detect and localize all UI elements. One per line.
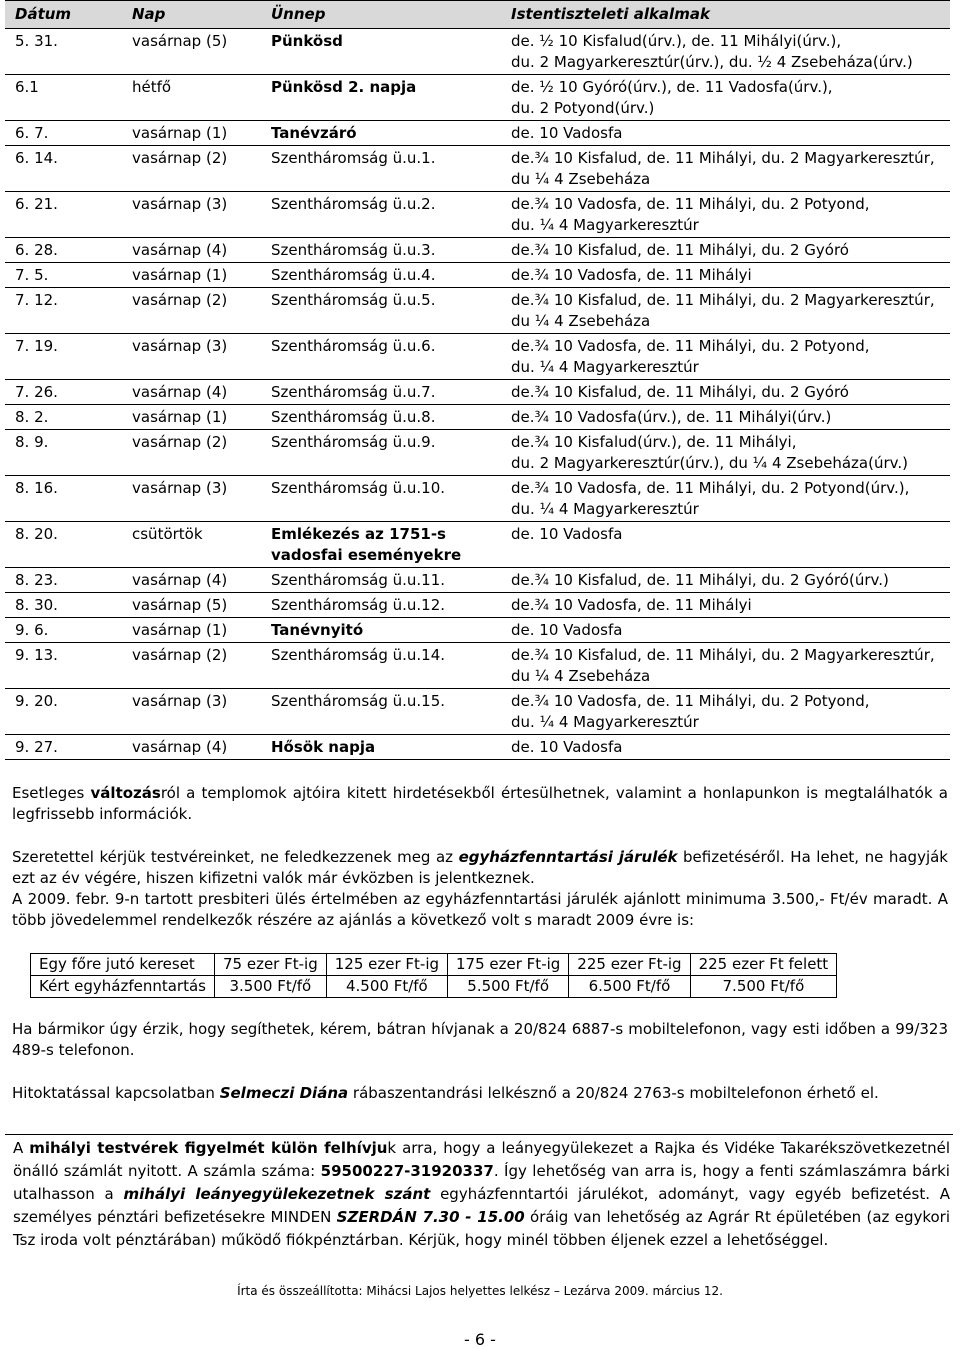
service-line: de.¾ 10 Kisfalud, de. 11 Mihályi, du. 2 Gyóró(úrv.) <box>511 571 889 589</box>
schedule-body <box>5 29 950 760</box>
schedule-date: 6. 28. <box>5 238 122 263</box>
schedule-feast: Szentháromság ü.u.7. <box>261 380 501 405</box>
page-number: - 6 - <box>464 1330 496 1349</box>
schedule-row <box>5 689 950 735</box>
schedule-date: 6. 7. <box>5 121 122 146</box>
schedule-row <box>5 568 950 593</box>
service-line: du. ¼ 4 Magyarkeresztúr <box>511 713 699 731</box>
mihalyi-account-notice <box>5 1134 953 1252</box>
schedule-day: vasárnap (3) <box>122 334 261 380</box>
account-text: A <box>13 1139 30 1157</box>
schedule-date: 9. 13. <box>5 643 122 689</box>
service-line: du. 2 Magyarkeresztúr(úrv.), du. ½ 4 Zsebeháza(úrv.) <box>511 53 913 71</box>
schedule-services <box>501 238 950 263</box>
schedule-services <box>501 643 950 689</box>
footer-author: Írta és összeállította: Mihácsi Lajos helyettes lelkész – Lezárva 2009. március 12. <box>237 1284 723 1298</box>
notice-changes <box>12 783 948 825</box>
schedule-day: vasárnap (1) <box>122 618 261 643</box>
schedule-services <box>501 29 950 75</box>
schedule-services <box>501 476 950 522</box>
schedule-date: 8. 16. <box>5 476 122 522</box>
schedule-day: vasárnap (4) <box>122 735 261 760</box>
notice-contribution-emph: egyházfenntartási járulék <box>458 848 678 866</box>
service-line: de.¾ 10 Vadosfa, de. 11 Mihályi, du. 2 Potyond, <box>511 337 870 355</box>
schedule-date: 6.1 <box>5 75 122 121</box>
schedule-day: vasárnap (3) <box>122 192 261 238</box>
notice-contribution-after: befizetéséről. Ha lehet, ne hagyják ezt az év végére, hiszen kifizetni valók már évközben is jelentkeznek. <box>12 848 948 887</box>
header-date: Dátum <box>5 1 122 29</box>
account-bold-text: mihályi testvérek figyelmét külön felhívju <box>29 1139 388 1157</box>
schedule-services <box>501 334 950 380</box>
schedule-feast: Tanévnyitó <box>261 618 501 643</box>
account-number: 59500227-31920337 <box>320 1162 494 1180</box>
account-text: egyházfenntartói járulékot, adományt, vagy egyéb befizetést. A személyes pénztári befizetésekre MINDEN <box>13 1185 950 1226</box>
schedule-services <box>501 146 950 192</box>
schedule-day: vasárnap (1) <box>122 121 261 146</box>
schedule-date: 7. 19. <box>5 334 122 380</box>
schedule-services <box>501 380 950 405</box>
schedule-day: vasárnap (5) <box>122 593 261 618</box>
schedule-day: vasárnap (5) <box>122 29 261 75</box>
notice-changes-bold: változás <box>90 784 161 802</box>
service-line: de.¾ 10 Vadosfa(úrv.), de. 11 Mihályi(úrv.) <box>511 408 832 426</box>
schedule-row <box>5 288 950 334</box>
service-line: de.¾ 10 Kisfalud, de. 11 Mihályi, du. 2 Gyóró <box>511 383 849 401</box>
schedule-feast: Szentháromság ü.u.10. <box>261 476 501 522</box>
schedule-services <box>501 689 950 735</box>
schedule-day: vasárnap (3) <box>122 689 261 735</box>
schedule-services <box>501 430 950 476</box>
service-line: de. 10 Vadosfa <box>511 738 623 756</box>
schedule-row <box>5 476 950 522</box>
schedule-services <box>501 121 950 146</box>
schedule-feast: Pünkösd <box>261 29 501 75</box>
schedule-feast: Pünkösd 2. napja <box>261 75 501 121</box>
schedule-date: 7. 5. <box>5 263 122 288</box>
schedule-row <box>5 263 950 288</box>
schedule-services <box>501 735 950 760</box>
schedule-feast: Szentháromság ü.u.14. <box>261 643 501 689</box>
schedule-date: 8. 2. <box>5 405 122 430</box>
service-line: du. ¼ 4 Magyarkeresztúr <box>511 500 699 518</box>
notice-contribution <box>12 847 948 931</box>
schedule-day: vasárnap (4) <box>122 380 261 405</box>
contribution-cell: 4.500 Ft/fő <box>326 976 447 998</box>
schedule-row <box>5 380 950 405</box>
contribution-cell: 7.500 Ft/fő <box>690 976 837 998</box>
schedule-row <box>5 29 950 75</box>
service-line: de.¾ 10 Vadosfa, de. 11 Mihályi, du. 2 Potyond, <box>511 692 870 710</box>
schedule-date: 8. 9. <box>5 430 122 476</box>
schedule-day: vasárnap (1) <box>122 405 261 430</box>
schedule-date: 5. 31. <box>5 29 122 75</box>
notice-contact: Ha bármikor úgy érzik, hogy segíthetek, kérem, bátran hívjanak a 20/824 6887-s mobiltelefonon, vagy esti időben a 99/323 489-s telefonon. <box>12 1020 948 1059</box>
schedule-table <box>5 0 950 760</box>
schedule-services <box>501 618 950 643</box>
contribution-cell: 225 ezer Ft felett <box>690 954 837 976</box>
schedule-date: 8. 20. <box>5 522 122 568</box>
header-day: Nap <box>122 1 261 29</box>
service-line: de.¾ 10 Kisfalud, de. 11 Mihályi, du. 2 Magyarkeresztúr, <box>511 291 935 309</box>
header-services: Istentiszteleti alkalmak <box>501 1 950 29</box>
service-line: de.¾ 10 Vadosfa, de. 11 Mihályi <box>511 266 752 284</box>
schedule-row <box>5 430 950 476</box>
contribution-cell: Egy főre jutó kereset <box>31 954 215 976</box>
service-line: de. 10 Vadosfa <box>511 621 623 639</box>
service-line: du. ¼ 4 Magyarkeresztúr <box>511 358 699 376</box>
account-emph-text: mihályi leányegyülekezetnek szánt <box>123 1185 431 1203</box>
service-line: de.¾ 10 Kisfalud(úrv.), de. 11 Mihályi, <box>511 433 797 451</box>
schedule-date: 9. 20. <box>5 689 122 735</box>
schedule-feast: Szentháromság ü.u.6. <box>261 334 501 380</box>
notice-catechesis-after: rábaszentandrási lelkésznő a 20/824 2763-s mobiltelefonon érhető el. <box>348 1084 879 1102</box>
contribution-row-amount <box>31 976 837 998</box>
schedule-date: 8. 23. <box>5 568 122 593</box>
service-line: de. ½ 10 Kisfalud(úrv.), de. 11 Mihályi(úrv.), <box>511 32 842 50</box>
contribution-row-income <box>31 954 837 976</box>
contribution-cell: 5.500 Ft/fő <box>448 976 569 998</box>
contribution-cell: 75 ezer Ft-ig <box>215 954 327 976</box>
schedule-day: vasárnap (4) <box>122 238 261 263</box>
header-feast: Ünnep <box>261 1 501 29</box>
notice-catechesis-before: Hitoktatással kapcsolatban <box>12 1084 220 1102</box>
schedule-date: 7. 26. <box>5 380 122 405</box>
schedule-day: vasárnap (3) <box>122 476 261 522</box>
schedule-feast: Szentháromság ü.u.4. <box>261 263 501 288</box>
schedule-services <box>501 192 950 238</box>
account-text: . Így lehetőség van arra is, hogy a fenti számlaszámra bárki utalhasson a <box>13 1162 950 1203</box>
schedule-row <box>5 735 950 760</box>
schedule-date: 8. 30. <box>5 593 122 618</box>
service-line: du ¼ 4 Zsebeháza <box>511 312 651 330</box>
contribution-table <box>30 953 837 998</box>
contribution-cell: Kért egyházfenntartás <box>31 976 215 998</box>
schedule-row <box>5 593 950 618</box>
schedule-header-row <box>5 1 950 29</box>
service-line: de.¾ 10 Kisfalud, de. 11 Mihályi, du. 2 Magyarkeresztúr, <box>511 646 935 664</box>
schedule-feast: Szentháromság ü.u.8. <box>261 405 501 430</box>
service-line: du. ¼ 4 Magyarkeresztúr <box>511 216 699 234</box>
notice-changes-before: Esetleges <box>12 784 91 802</box>
schedule-day: hétfő <box>122 75 261 121</box>
schedule-day: vasárnap (4) <box>122 568 261 593</box>
schedule-row <box>5 643 950 689</box>
schedule-services <box>501 522 950 568</box>
contribution-cell: 175 ezer Ft-ig <box>448 954 569 976</box>
notice-contribution-line2: A 2009. febr. 9-n tartott presbiteri ülés értelmében az egyházfenntartási járulék ajánlott minimuma 3.500,- Ft/év maradt. A több jövedelemmel rendelkezők részére az ajánlás a következő volt s maradt 2009 évre is: <box>12 890 948 929</box>
schedule-row <box>5 405 950 430</box>
schedule-date: 6. 21. <box>5 192 122 238</box>
schedule-services <box>501 263 950 288</box>
schedule-date: 9. 27. <box>5 735 122 760</box>
notice-contribution-before: Szeretettel kérjük testvéreinket, ne feledkezzenek meg az <box>12 848 459 866</box>
schedule-feast: Szentháromság ü.u.3. <box>261 238 501 263</box>
service-line: de.¾ 10 Vadosfa, de. 11 Mihályi <box>511 596 752 614</box>
schedule-row <box>5 192 950 238</box>
contribution-cell: 125 ezer Ft-ig <box>326 954 447 976</box>
schedule-row <box>5 238 950 263</box>
service-line: du ¼ 4 Zsebeháza <box>511 667 651 685</box>
schedule-row <box>5 618 950 643</box>
schedule-services <box>501 75 950 121</box>
notice-changes-after: ról a templomok ajtóira kitett hirdetésekből értesülhetnek, valamint a honlapunkon is megtalálhatók a legfrissebb információk. <box>12 784 948 823</box>
schedule-row <box>5 522 950 568</box>
service-line: de. 10 Vadosfa <box>511 525 623 543</box>
schedule-day: vasárnap (2) <box>122 643 261 689</box>
notice-catechesis <box>12 1083 948 1104</box>
schedule-date: 7. 12. <box>5 288 122 334</box>
schedule-feast: Emlékezés az 1751-s vadosfai eseményekre <box>261 522 501 568</box>
schedule-feast: Hősök napja <box>261 735 501 760</box>
service-line: de.¾ 10 Kisfalud, de. 11 Mihályi, du. 2 Magyarkeresztúr, <box>511 149 935 167</box>
schedule-row <box>5 334 950 380</box>
service-line: du. 2 Magyarkeresztúr(úrv.), du ¼ 4 Zsebeháza(úrv.) <box>511 454 908 472</box>
schedule-feast: Szentháromság ü.u.9. <box>261 430 501 476</box>
service-line: de. 10 Vadosfa <box>511 124 623 142</box>
contribution-cell: 6.500 Ft/fő <box>569 976 690 998</box>
schedule-feast: Tanévzáró <box>261 121 501 146</box>
service-line: du. 2 Potyond(úrv.) <box>511 99 655 117</box>
schedule-date: 9. 6. <box>5 618 122 643</box>
schedule-feast: Szentháromság ü.u.15. <box>261 689 501 735</box>
schedule-feast: Szentháromság ü.u.12. <box>261 593 501 618</box>
schedule-services <box>501 288 950 334</box>
schedule-day: vasárnap (2) <box>122 430 261 476</box>
service-line: de. ½ 10 Gyóró(úrv.), de. 11 Vadosfa(úrv.), <box>511 78 833 96</box>
service-line: de.¾ 10 Vadosfa, de. 11 Mihályi, du. 2 Potyond(úrv.), <box>511 479 910 497</box>
schedule-row <box>5 121 950 146</box>
schedule-feast: Szentháromság ü.u.5. <box>261 288 501 334</box>
service-line: de.¾ 10 Kisfalud, de. 11 Mihályi, du. 2 Gyóró <box>511 241 849 259</box>
service-line: de.¾ 10 Vadosfa, de. 11 Mihályi, du. 2 Potyond, <box>511 195 870 213</box>
schedule-date: 6. 14. <box>5 146 122 192</box>
notice-catechesis-name: Selmeczi Diána <box>219 1084 349 1102</box>
schedule-row <box>5 146 950 192</box>
schedule-day: vasárnap (1) <box>122 263 261 288</box>
schedule-day: vasárnap (2) <box>122 146 261 192</box>
contribution-cell: 3.500 Ft/fő <box>215 976 327 998</box>
account-hours: SZERDÁN 7.30 - 15.00 <box>336 1208 525 1226</box>
account-text: k arra, hogy a leányegyülekezet a Rajka és Vidéke Takarékszövetkezetnél önálló számlát nyitott. A számla száma: <box>13 1139 950 1180</box>
schedule-day: csütörtök <box>122 522 261 568</box>
schedule-services <box>501 593 950 618</box>
schedule-feast: Szentháromság ü.u.11. <box>261 568 501 593</box>
schedule-feast: Szentháromság ü.u.2. <box>261 192 501 238</box>
contribution-cell: 225 ezer Ft-ig <box>569 954 690 976</box>
schedule-feast: Szentháromság ü.u.1. <box>261 146 501 192</box>
schedule-services <box>501 568 950 593</box>
account-text: óráig van lehetőség az Agrár Rt épületében (az egykori Tsz iroda volt pénztárában) működő fiókpénztárban. Kérjük, hogy minél többen éljenek ezzel a lehetőséggel. <box>13 1208 951 1249</box>
schedule-day: vasárnap (2) <box>122 288 261 334</box>
service-line: du ¼ 4 Zsebeháza <box>511 170 651 188</box>
schedule-row <box>5 75 950 121</box>
schedule-services <box>501 405 950 430</box>
